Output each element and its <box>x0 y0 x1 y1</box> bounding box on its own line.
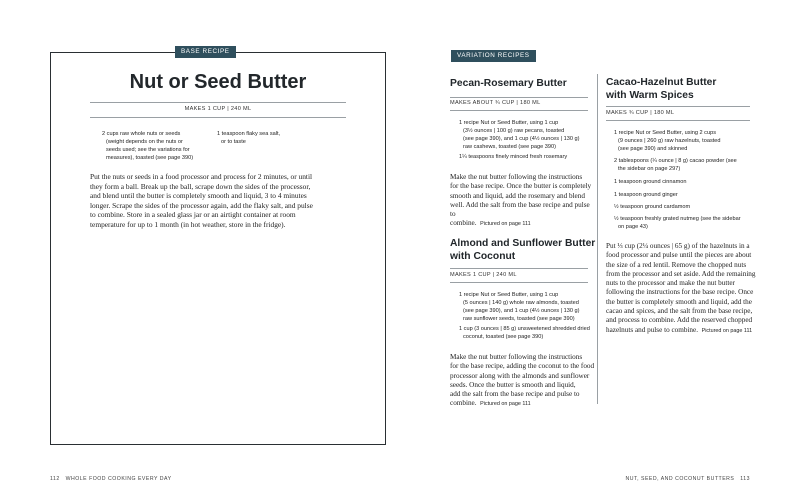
ingredient-line: (see page 390), and 1 cup (4½ ounces | 130 g) <box>463 308 580 314</box>
column-divider <box>597 74 598 404</box>
cacao-ingredient-4: 1 teaspoon ground ginger <box>614 192 678 198</box>
method-line: and blend until the butter is completely smooth and liquid, 3 to 4 minutes <box>90 191 307 201</box>
page-number-left: 112 <box>50 476 60 482</box>
cacao-ingredient-2 <box>614 157 754 173</box>
ingredient-line: 1 cup (3 ounces | 85 g) unsweetened shredded dried <box>459 326 590 332</box>
cacao-pictured: Pictured on page 111 <box>701 327 753 334</box>
almond-title <box>450 238 595 263</box>
title-line: Almond and Sunflower Butter <box>450 238 596 249</box>
method-line: they form a ball. Break up the ball, scrape down the sides of the processor, <box>90 181 311 191</box>
pecan-ingredient-2 <box>459 153 594 161</box>
makes-rule <box>90 117 346 118</box>
ingredient-line: seeds used; see the variations for <box>106 147 190 153</box>
method-line: the size of a red lentil. Remove the chopped nuts <box>606 260 747 269</box>
ingredient-line: (9 ounces | 260 g) raw hazelnuts, toasted <box>618 138 721 144</box>
method-line: the butter is completely smooth and liquid, add the <box>606 297 752 306</box>
almond-ingredient-2 <box>459 325 599 341</box>
ingredient-line: (see page 390) and skinned <box>618 146 688 152</box>
ingredient-line: (see page 390), and 1 cup (4½ ounces | 130 g) <box>463 136 580 142</box>
base-method <box>90 172 360 230</box>
variation-recipes-tag: VARIATION RECIPES <box>451 50 536 62</box>
method-line: following the instructions for the base recipe. Once <box>606 288 754 297</box>
footer-left <box>50 476 172 482</box>
ingredient-line: 1¼ teaspoons finely minced fresh rosemary <box>459 154 568 160</box>
method-line: and process to combine. Add the reserved chopped <box>606 316 753 325</box>
ingredient-line: 1 recipe Nut or Seed Butter, using 1 cup <box>459 292 559 298</box>
ingredient-line: raw sunflower seeds, toasted (see page 390) <box>463 316 575 322</box>
cacao-title <box>606 77 716 102</box>
almond-ingredient-1 <box>459 291 594 323</box>
cacao-rule-bottom <box>606 120 750 121</box>
method-line: seeds. Once the butter is smooth and liquid, <box>450 380 576 389</box>
method-line: Put the nuts or seeds in a food processor and process for 2 minutes, or until <box>90 172 313 181</box>
method-line: combine. Pictured on page 111 <box>450 399 531 408</box>
method-line: combine. Pictured on page 111 <box>450 219 531 228</box>
base-recipe-title: Nut or Seed Butter <box>129 71 307 93</box>
ingredient-line: raw cashews, toasted (see page 390) <box>463 144 556 150</box>
page-number-right: 113 <box>740 476 750 482</box>
method-line: for the base recipe, adding the coconut to the food <box>450 362 595 371</box>
method-line: longer. Scrape the sides of the processor again, add the flaky salt, and pulse <box>90 200 313 210</box>
cacao-ingredient-5: ½ teaspoon ground cardamom <box>614 204 691 210</box>
title-line: with Warm Spices <box>606 89 694 101</box>
cacao-ingredient-6 <box>614 215 754 231</box>
pecan-title: Pecan-Rosemary Butter <box>450 78 567 89</box>
ingredient-line: ½ teaspoon freshly grated nutmeg (see the sidebar <box>614 216 741 222</box>
ingredient-line: on page 43) <box>618 224 648 230</box>
cacao-makes: MAKES ¾ CUP | 180 ML <box>606 110 675 116</box>
ingredient-line: measures), toasted (see page 390) <box>106 155 194 161</box>
ingredient-line: coconut, toasted (see page 390) <box>463 334 544 340</box>
footer-right <box>626 476 750 482</box>
footer-title-left: WHOLE FOOD COOKING EVERY DAY <box>65 476 172 482</box>
method-line: for the base recipe. Once the butter is completely <box>450 182 592 191</box>
pecan-rule-top <box>450 97 588 98</box>
title-rule <box>90 102 346 103</box>
almond-method <box>450 353 595 410</box>
cacao-rule-top <box>606 106 750 107</box>
method-line: smooth and liquid, add the rosemary and blend <box>450 191 585 200</box>
ingredient-line: (3½ ounces | 100 g) raw pecans, toasted <box>463 128 565 134</box>
ingredient-line: 1 teaspoon flaky sea salt, <box>217 131 281 137</box>
title-line: with Coconut <box>450 250 516 262</box>
method-line: cacao and spices, and the salt from the base recipe, <box>606 307 753 316</box>
method-line: to combine. Store in a sealed glass jar or an airtight container at room <box>90 210 296 220</box>
method-line: temperature for up to 1 month (in hot weather, store in the fridge). <box>90 219 286 229</box>
pecan-method <box>450 173 595 230</box>
method-line: from the processor and set aside. Add the remaining <box>606 269 756 278</box>
method-line: Make the nut butter following the instructions <box>450 353 583 361</box>
almond-pictured: Pictured on page 111 <box>480 401 531 408</box>
ingredient-line: 2 cups raw whole nuts or seeds <box>102 131 181 137</box>
ingredient-line: (weight depends on the nuts or <box>106 139 183 145</box>
method-line: add the salt from the base recipe and pulse to <box>450 390 580 399</box>
almond-makes: MAKES 1 CUP | 240 ML <box>450 272 517 278</box>
pecan-ingredient-1 <box>459 119 594 151</box>
ingredient-line: the sidebar on page 297) <box>618 166 681 172</box>
pecan-rule-bottom <box>450 110 588 111</box>
base-recipe-tag: BASE RECIPE <box>175 46 236 58</box>
cacao-ingredient-3: 1 teaspoon ground cinnamon <box>614 179 687 185</box>
ingredient-line: 1 recipe Nut or Seed Butter, using 1 cup <box>459 120 559 126</box>
ingredient-line: 1 recipe Nut or Seed Butter, using 2 cups <box>614 130 716 136</box>
method-line: Put ⅓ cup (2¼ ounces | 65 g) of the hazelnuts in a <box>606 242 750 250</box>
almond-rule-bottom <box>450 282 588 283</box>
almond-rule-top <box>450 268 588 269</box>
pecan-makes: MAKES ABOUT ¾ CUP | 180 ML <box>450 100 541 106</box>
base-makes: MAKES 1 CUP | 240 ML <box>184 106 252 112</box>
method-line: nuts to the processor and make the nut butter <box>606 279 735 288</box>
method-line: hazelnuts and pulse to combine. Pictured on page 111 <box>606 325 753 334</box>
ingredient-line: 2 tablespoons (¼ ounce | 8 g) cacao powder (see <box>614 158 737 164</box>
method-line: processor along with the almonds and sunflower <box>450 371 590 380</box>
cacao-ingredient-1 <box>614 129 754 153</box>
title-line: Cacao-Hazelnut Butter <box>606 77 717 88</box>
method-line: Make the nut butter following the instructions <box>450 173 583 181</box>
method-line: well. Add the salt from the base recipe and pulse to <box>450 200 590 219</box>
footer-title-right: NUT, SEED, AND COCONUT BUTTERS <box>625 476 735 482</box>
pecan-pictured: Pictured on page 111 <box>480 221 531 228</box>
ingredient-line: (5 ounces | 140 g) whole raw almonds, toasted <box>463 300 579 306</box>
ingredient-line: or to taste <box>221 139 246 145</box>
method-line: food processor and pulse until the pieces are about <box>606 251 752 260</box>
cacao-method <box>606 242 756 336</box>
base-ingredients-left <box>102 130 212 162</box>
base-ingredients-right <box>217 130 327 146</box>
